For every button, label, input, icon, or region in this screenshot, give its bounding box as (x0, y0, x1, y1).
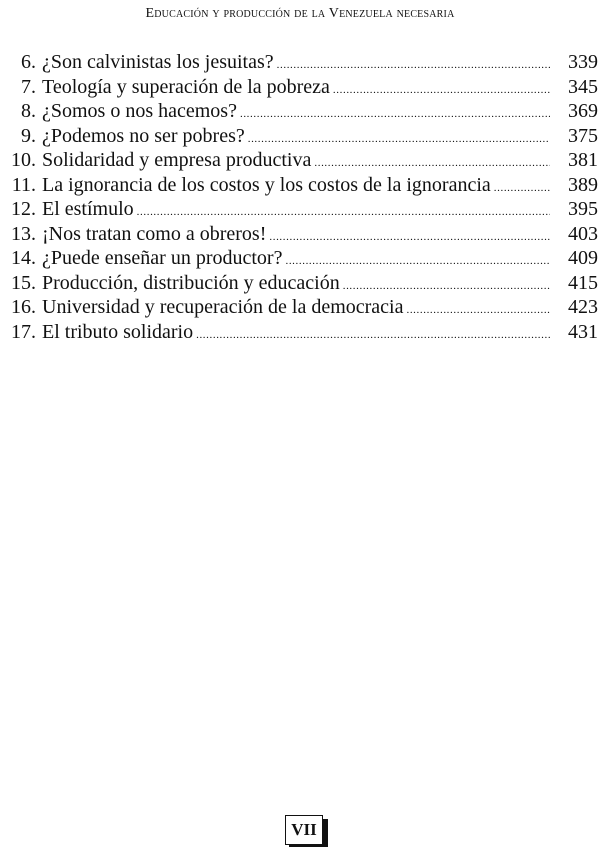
entry-title-line (42, 124, 550, 149)
entry-title-line (42, 50, 550, 75)
entry-title: La ignorancia de los costos y los costos de la ignorancia (42, 173, 491, 196)
dot-leader (277, 60, 550, 71)
dot-leader (333, 85, 550, 96)
entry-page-number: 395 (568, 198, 598, 220)
toc-entry[interactable] (0, 75, 600, 100)
entry-number: 11. (11, 173, 36, 196)
dot-leader (494, 183, 550, 194)
toc-entry[interactable] (0, 148, 600, 173)
entry-number: 12. (11, 198, 36, 220)
entry-number: 9. (21, 124, 36, 147)
entry-title-line (42, 75, 550, 100)
toc-entry[interactable] (0, 173, 600, 198)
dot-leader (137, 207, 550, 218)
dot-leader (314, 158, 550, 169)
toc-entry[interactable] (0, 271, 600, 296)
entry-page-number: 339 (568, 51, 598, 73)
dot-leader (248, 134, 550, 145)
entry-page-number: 403 (568, 222, 598, 245)
entry-title-line (42, 99, 550, 124)
dot-leader (406, 305, 550, 316)
entry-page-number: 431 (568, 320, 598, 343)
toc-entry[interactable] (0, 124, 600, 149)
entry-title: ¡Nos tratan como a obreros! (42, 222, 267, 245)
entry-title-line (42, 295, 550, 320)
entry-title: ¿Son calvinistas los jesuitas? (42, 51, 274, 73)
entry-title: ¿Puede enseñar un productor? (42, 247, 283, 269)
entry-title: ¿Podemos no ser pobres? (42, 124, 245, 147)
entry-page-number: 375 (568, 124, 598, 147)
entry-title-line (42, 271, 550, 296)
entry-title-line (42, 197, 550, 222)
page-folio: VII (285, 815, 323, 845)
entry-page-number: 345 (568, 75, 598, 98)
toc-entry[interactable] (0, 320, 600, 345)
dot-leader (269, 232, 550, 243)
toc-entry[interactable] (0, 197, 600, 222)
entry-page-number: 415 (568, 271, 598, 294)
entry-title: Producción, distribución y educación (42, 271, 340, 294)
entry-page-number: 381 (568, 149, 598, 171)
entry-number: 8. (21, 100, 36, 122)
entry-title-line (42, 320, 550, 345)
entry-title-line (42, 246, 550, 271)
dot-leader (196, 330, 550, 341)
entry-number: 17. (11, 320, 36, 343)
entry-page-number: 369 (568, 100, 598, 122)
entry-title: ¿Somos o nos hacemos? (42, 100, 237, 122)
toc-entry[interactable] (0, 295, 600, 320)
toc-entry[interactable] (0, 50, 600, 75)
entry-title: Teología y superación de la pobreza (42, 75, 330, 98)
entry-title: Solidaridad y empresa productiva (42, 149, 312, 171)
dot-leader (343, 281, 550, 292)
entry-title-line (42, 222, 550, 247)
entry-title: El tributo solidario (42, 320, 194, 343)
dot-leader (240, 109, 550, 120)
entry-page-number: 389 (568, 173, 598, 196)
toc-entry[interactable] (0, 222, 600, 247)
running-head: Educación y producción de la Venezuela necesaria (145, 6, 455, 21)
entry-number: 13. (11, 222, 36, 245)
entry-number: 6. (21, 51, 36, 73)
entry-page-number: 409 (568, 247, 598, 269)
entry-page-number: 423 (568, 296, 598, 318)
entry-title: El estímulo (42, 198, 134, 220)
entry-number: 15. (11, 271, 36, 294)
entry-title-line (42, 148, 550, 173)
entry-title: Universidad y recuperación de la democracia (42, 296, 404, 318)
entry-number: 14. (11, 247, 36, 269)
toc-entry[interactable] (0, 246, 600, 271)
entry-number: 7. (21, 75, 36, 98)
entry-number: 10. (11, 149, 36, 171)
table-of-contents (0, 50, 600, 344)
entry-number: 16. (11, 296, 36, 318)
entry-title-line (42, 173, 550, 198)
toc-entry[interactable] (0, 99, 600, 124)
dot-leader (285, 256, 550, 267)
